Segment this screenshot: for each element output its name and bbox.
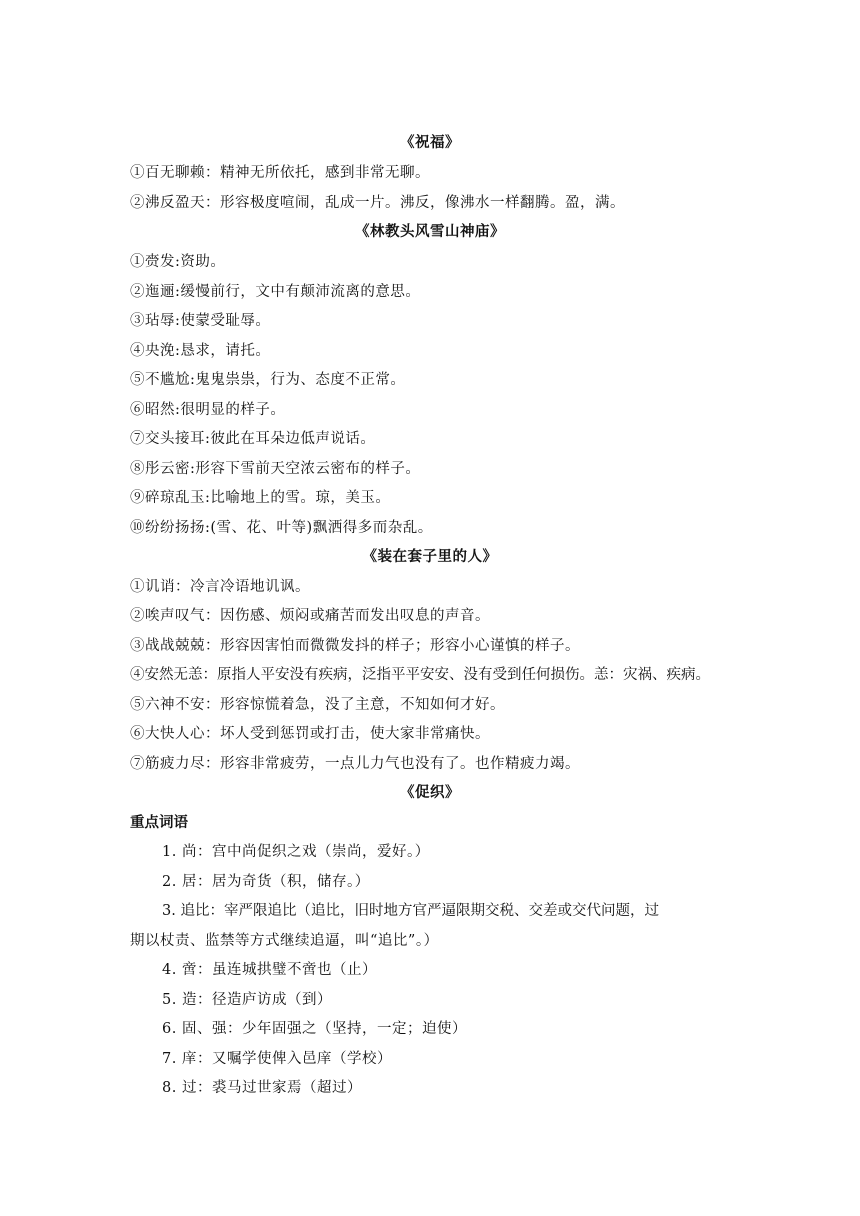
vocab-line: ③战战兢兢：形容因害怕而微微发抖的样子；形容小心谨慎的样子。 [130,638,580,654]
section-title-linjiaotou: 《林教头风雪山神庙》 [355,224,505,240]
vocab-line: ①讥诮：冷言冷语地讥讽。 [130,579,310,595]
vocab-line: ⑤六神不安：形容惊慌着急，没了主意，不知如何才好。 [130,697,505,713]
vocab-line: ⑦交头接耳:彼此在耳朵边低声说话。 [130,431,376,447]
vocab-line: ⑥大快人心：坏人受到惩罚或打击，使大家非常痛快。 [130,726,490,742]
vocab-line: ③玷辱:使蒙受耻辱。 [130,313,271,329]
list-item: 1. 尚：宫中尚促织之戏（崇尚，爱好。） [162,844,430,860]
vocab-line: ②唉声叹气：因伤感、烦闷或痛苦而发出叹息的声音。 [130,608,490,624]
vocab-line: ⑥昭然:很明显的样子。 [130,402,286,418]
vocab-line: ⑩纷纷扬扬:(雪、花、叶等)飘洒得多而杂乱。 [130,520,433,536]
vocab-line: ⑧彤云密:形容下雪前天空浓云密布的样子。 [130,461,421,477]
vocab-line: ⑨碎琼乱玉:比喻地上的雪。琼，美玉。 [130,490,391,506]
list-item: 4. 啻：虽连城拱璧不啻也（止） [162,962,377,978]
list-item: 5. 造：径造庐访成（到） [162,992,332,1008]
list-item: 6. 固、强：少年固强之（坚持，一定；迫使） [162,1021,467,1037]
vocab-line: ①赍发:资助。 [130,254,226,270]
vocab-line: ①百无聊赖：精神无所依托，感到非常无聊。 [130,165,430,181]
vocab-line: ④安然无恙：原指人平安没有疾病，泛指平平安安、没有受到任何损伤。恙：灾祸、疾病。 [130,667,710,683]
subheading-key-words: 重点词语 [130,815,188,831]
vocab-line: ②迤逦:缓慢前行，文中有颠沛流离的意思。 [130,284,421,300]
list-item: 7. 庠：又嘱学使俾入邑庠（学校） [162,1051,392,1067]
list-item: 2. 居：居为奇货（积，储存。） [162,874,370,890]
vocab-line: ②沸反盈天：形容极度喧闹，乱成一片。沸反，像沸水一样翻腾。盈，满。 [130,195,625,211]
section-title-taozi: 《装在套子里的人》 [362,549,498,565]
vocab-line: ⑦筋疲力尽：形容非常疲劳，一点儿力气也没有了。也作精疲力竭。 [130,756,580,772]
list-item-continuation: 期以杖责、监禁等方式继续追逼，叫“追比”。） [130,933,439,949]
vocab-line: ④央浼:恳求，请托。 [130,343,271,359]
list-item: 3. 追比：宰严限追比（追比，旧时地方官严逼限期交税、交差或交代问题，过 [162,903,659,919]
list-item: 8. 过：裘马过世家焉（超过） [162,1080,362,1096]
section-title-cuzhi: 《促织》 [400,785,460,801]
vocab-line: ⑤不尴尬:鬼鬼祟祟，行为、态度不正常。 [130,372,406,388]
section-title-zhufu: 《祝福》 [400,135,460,151]
